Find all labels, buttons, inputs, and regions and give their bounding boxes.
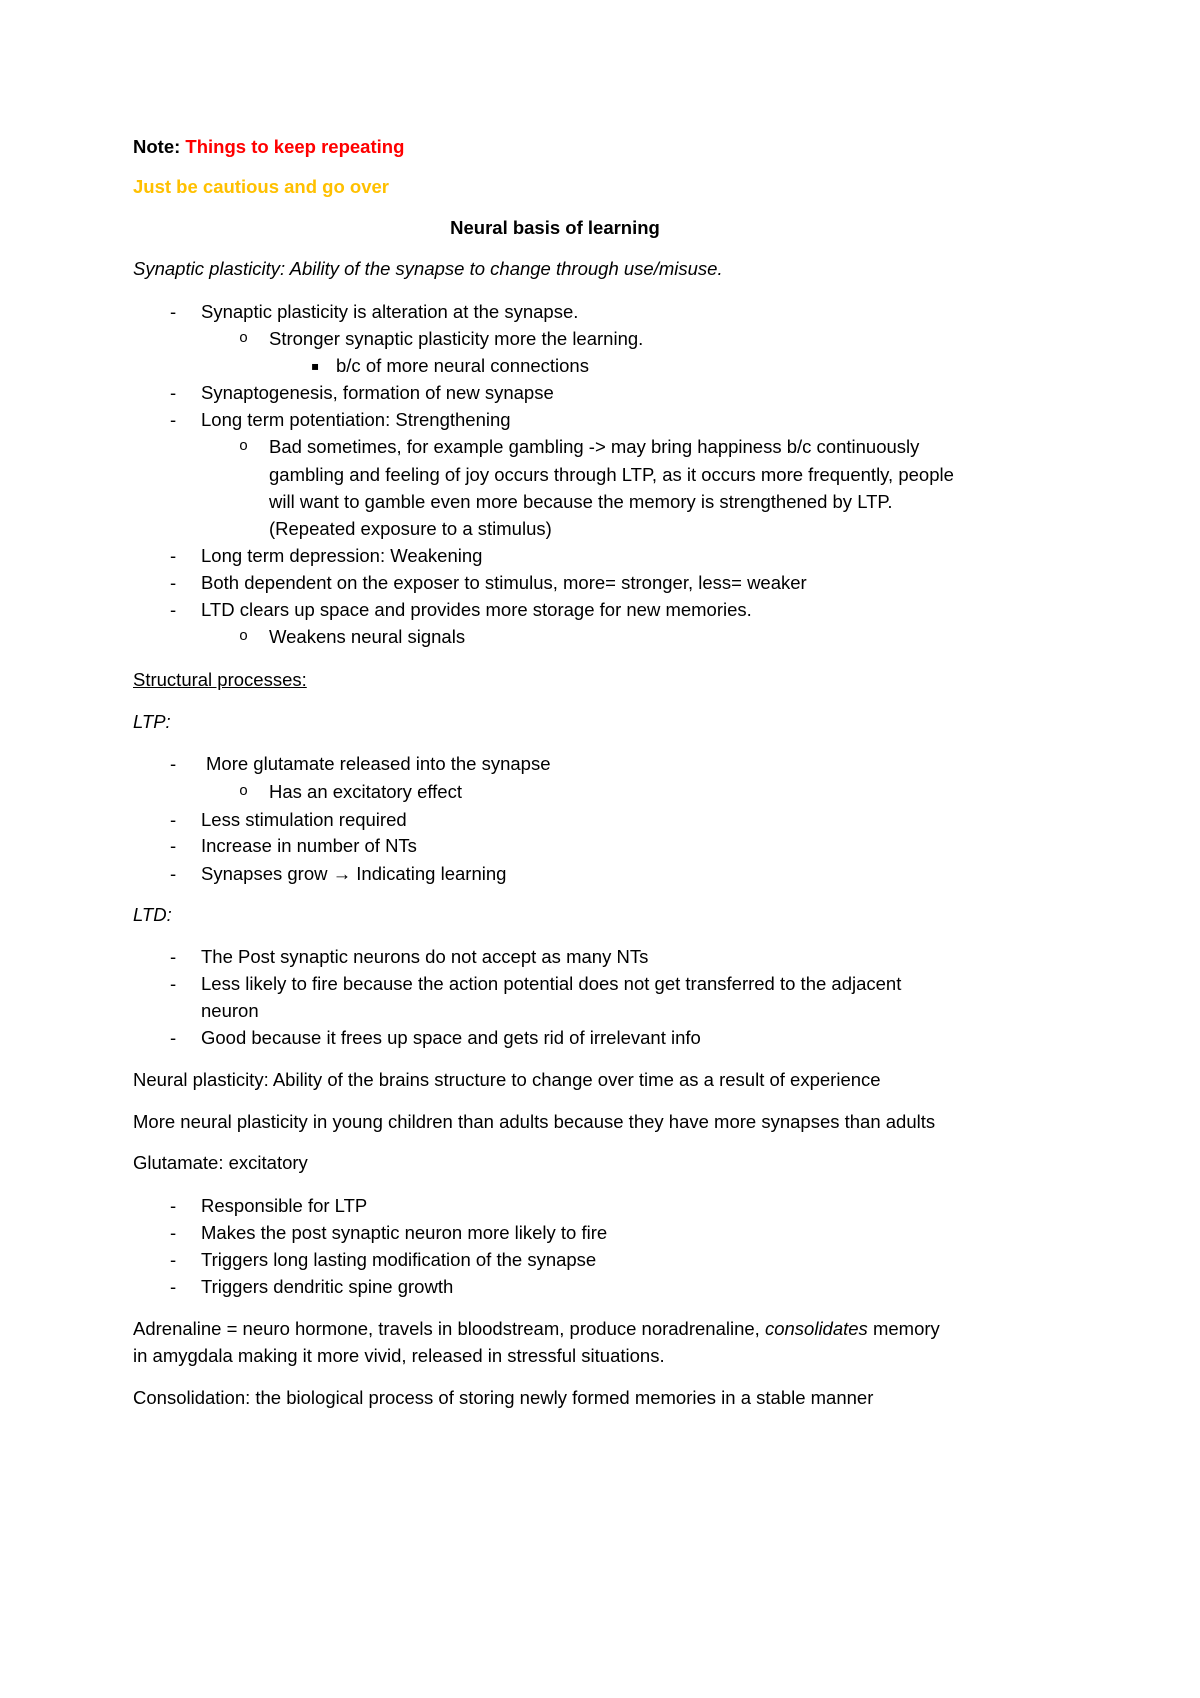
list-item <box>0 973 1200 995</box>
list-item <box>0 946 1200 968</box>
glutamate-heading: Glutamate: excitatory <box>133 1152 308 1173</box>
list-item <box>0 1027 1200 1049</box>
list-item-text: Less stimulation required <box>201 809 407 830</box>
list-item-text: Less likely to fire because the action potential does not get transferred to the adjacent <box>201 973 902 994</box>
list-item-text: Stronger synaptic plasticity more the learning. <box>269 328 644 349</box>
list-item <box>0 301 1200 323</box>
list-item-text: More glutamate released into the synapse <box>206 753 551 774</box>
list-item <box>0 409 1200 431</box>
note-highlight-text: Things to keep repeating <box>185 136 405 157</box>
list-item <box>0 355 1200 377</box>
list-item-text: Long term potentiation: Strengthening <box>201 409 511 430</box>
list-item-continuation <box>0 464 1200 486</box>
list-item-text: Good because it frees up space and gets rid of irrelevant info <box>201 1027 701 1048</box>
neural-plasticity-definition: Neural plasticity: Ability of the brains structure to change over time as a result of experience <box>133 1069 881 1090</box>
dash-bullet: - <box>170 809 177 830</box>
list-item-text: Long term depression: Weakening <box>201 545 483 566</box>
dash-bullet: - <box>170 946 177 967</box>
dash-bullet: - <box>170 382 177 403</box>
list-item <box>0 626 1200 648</box>
list-item <box>0 328 1200 350</box>
caution-line <box>0 176 1200 198</box>
list-item-text: Synaptic plasticity is alteration at the synapse. <box>201 301 579 322</box>
structural-processes-heading-line <box>0 669 1200 691</box>
title-line <box>0 217 1200 239</box>
dash-bullet: - <box>170 545 177 566</box>
list-item-text: Increase in number of NTs <box>201 835 417 856</box>
list-item-text: The Post synaptic neurons do not accept as many NTs <box>201 946 649 967</box>
list-item-continuation <box>0 518 1200 540</box>
circle-bullet: o <box>239 330 249 347</box>
list-item <box>0 809 1200 831</box>
square-bullet: ▪ <box>311 359 320 373</box>
list-item-text: gambling and feeling of joy occurs through LTP, as it occurs more frequently, people <box>269 464 954 485</box>
adrenaline-text-continued: in amygdala making it more vivid, released in stressful situations. <box>133 1345 665 1366</box>
list-item <box>0 753 1200 775</box>
adrenaline-line-2 <box>0 1345 1200 1367</box>
list-item-text: Both dependent on the exposer to stimulus, more= stronger, less= weaker <box>201 572 807 593</box>
list-item-text: Bad sometimes, for example gambling -> may bring happiness b/c continuously <box>269 436 920 457</box>
list-item-text: Weakens neural signals <box>269 626 466 647</box>
list-item-text: neuron <box>201 1000 259 1021</box>
dash-bullet: - <box>170 1027 177 1048</box>
adrenaline-text: Adrenaline = neuro hormone, travels in bloodstream, produce noradrenaline, <box>133 1318 765 1339</box>
ltp-heading-line <box>0 711 1200 733</box>
list-item-continuation <box>0 491 1200 513</box>
list-item-text: (Repeated exposure to a stimulus) <box>269 518 552 539</box>
list-item <box>0 382 1200 404</box>
adrenaline-emphasis: consolidates <box>764 1318 868 1339</box>
dash-bullet: - <box>170 1276 177 1297</box>
circle-bullet: o <box>239 438 249 455</box>
ltp-heading: LTP: <box>133 711 171 732</box>
circle-bullet: o <box>239 783 249 800</box>
consolidation-line <box>0 1387 1200 1409</box>
list-item-text: Has an excitatory effect <box>269 781 462 802</box>
list-item <box>0 572 1200 594</box>
dash-bullet: - <box>170 863 177 884</box>
neural-plasticity-children-line <box>0 1111 1200 1133</box>
dash-bullet: - <box>170 572 177 593</box>
adrenaline-text-end: memory <box>867 1318 940 1339</box>
structural-processes-heading: Structural processes: <box>133 669 307 690</box>
list-item-text: Triggers long lasting modification of the synapse <box>201 1249 597 1270</box>
consolidation-definition: Consolidation: the biological process of storing newly formed memories in a stable manner <box>133 1387 874 1408</box>
list-item-text: LTD clears up space and provides more storage for new memories. <box>201 599 752 620</box>
list-item-text: will want to gamble even more because the memory is strengthened by LTP. <box>269 491 893 512</box>
note-label: Note: <box>133 136 181 157</box>
circle-bullet: o <box>239 628 249 645</box>
list-item-text: Makes the post synaptic neuron more likely to fire <box>201 1222 608 1243</box>
ltd-heading: LTD: <box>133 904 172 925</box>
synaptic-plasticity-definition: Synaptic plasticity: Ability of the synapse to change through use/misuse. <box>133 258 723 279</box>
dash-bullet: - <box>170 753 177 774</box>
list-item <box>0 1276 1200 1298</box>
caution-text: Just be cautious and go over <box>133 176 389 197</box>
list-item-text: Synaptogenesis, formation of new synapse <box>201 382 554 403</box>
list-item-continuation <box>0 1000 1200 1022</box>
dash-bullet: - <box>170 973 177 994</box>
page-title: Neural basis of learning <box>450 217 660 238</box>
neural-plasticity-children: More neural plasticity in young children than adults because they have more synapses than adults <box>133 1111 936 1132</box>
list-item <box>0 599 1200 621</box>
list-item <box>0 781 1200 803</box>
list-item-text: Synapses grow → Indicating learning <box>201 863 507 884</box>
dash-bullet: - <box>170 301 177 322</box>
list-item <box>0 863 1200 885</box>
list-item <box>0 1222 1200 1244</box>
list-item-text: b/c of more neural connections <box>336 355 589 376</box>
ltd-heading-line <box>0 904 1200 926</box>
adrenaline-text-group <box>133 1318 940 1340</box>
dash-bullet: - <box>170 1222 177 1243</box>
dash-bullet: - <box>170 1249 177 1270</box>
adrenaline-line-1 <box>0 1318 1200 1340</box>
note-line <box>0 136 1200 158</box>
list-item <box>0 1249 1200 1271</box>
list-item <box>0 835 1200 857</box>
list-item-text: Triggers dendritic spine growth <box>201 1276 454 1297</box>
synaptic-plasticity-definition-line <box>0 258 1200 280</box>
neural-plasticity-definition-line <box>0 1069 1200 1091</box>
list-item <box>0 436 1200 458</box>
note-group <box>133 136 404 158</box>
dash-bullet: - <box>170 1195 177 1216</box>
dash-bullet: - <box>170 409 177 430</box>
dash-bullet: - <box>170 835 177 856</box>
list-item <box>0 545 1200 567</box>
list-item <box>0 1195 1200 1217</box>
glutamate-heading-line <box>0 1152 1200 1174</box>
dash-bullet: - <box>170 599 177 620</box>
list-item-text: Responsible for LTP <box>201 1195 368 1216</box>
